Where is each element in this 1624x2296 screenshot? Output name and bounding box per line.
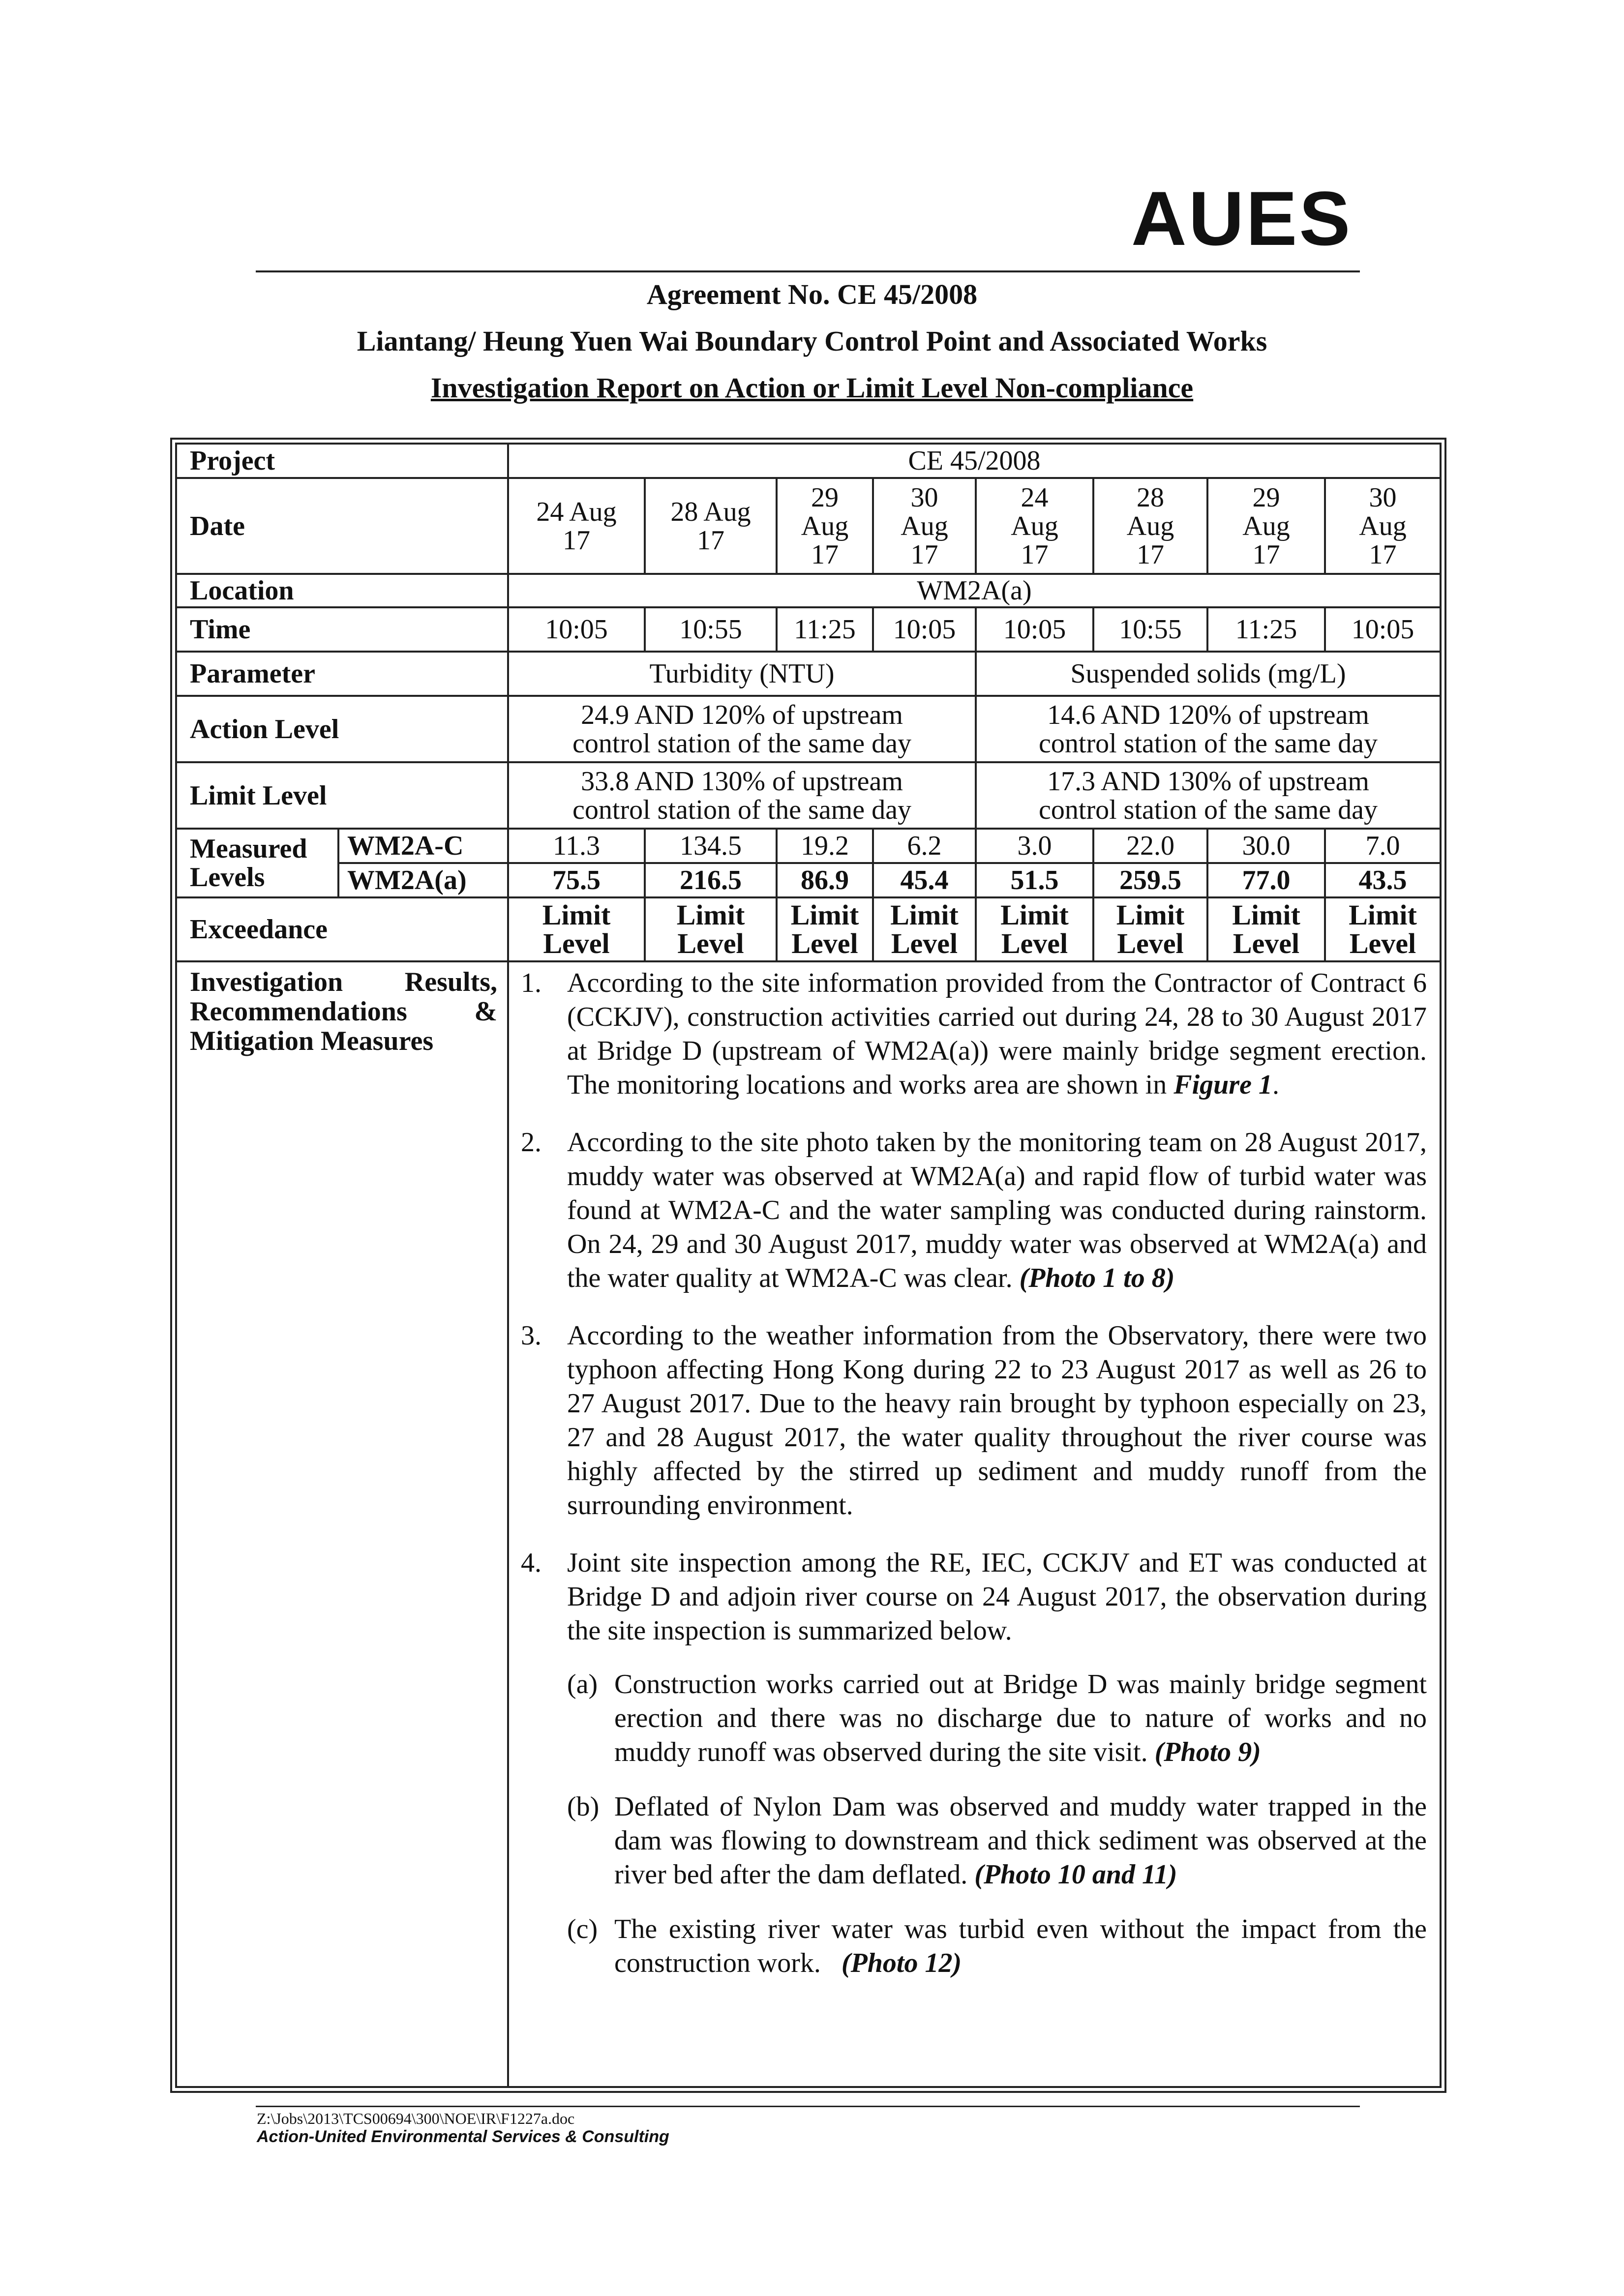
measured-value: 30.0 (1207, 829, 1325, 863)
finding-text: According to the site photo taken by the monitoring team on 28 August 2017, muddy water was observed at WM2A(a) and rapid flow of turbid water was found at WM2A-C and the water sampling was conducted during rainstorm. On 24, 29 and 30 August 2017, muddy water was observed at WM2A(a) and the water quality at WM2A-C was clear. (Photo 1 to 8) (567, 1127, 1427, 1293)
measured-value: 75.5 (508, 863, 645, 897)
date-cell: 30 Aug 17 (873, 478, 976, 574)
measured-value: 19.2 (777, 829, 873, 863)
footer-company-name: Action-United Environmental Services & Consulting (257, 2127, 669, 2146)
subitem-text: Construction works carried out at Bridge D was mainly bridge segment erection and there was no discharge due to nature of works and no muddy runoff was observed during the site visit. (Photo 9) (614, 1669, 1427, 1767)
investigation-label-line: & (474, 996, 497, 1027)
measured-value: 86.9 (777, 863, 873, 897)
exceedance-row (176, 897, 1441, 961)
finding-number: 1. (521, 968, 541, 998)
date-cell: 28 Aug 17 (645, 478, 777, 574)
measured-value: 3.0 (976, 829, 1093, 863)
photo-reference: (Photo 10 and 11) (974, 1859, 1177, 1890)
exceedance-cell: Limit Level (1093, 897, 1207, 961)
date-cell: 29 Aug 17 (777, 478, 873, 574)
finding-subitem (567, 1790, 1427, 1892)
subitem-text: The existing river water was turbid even without the impact from the construction work. (Photo 12) (614, 1914, 1434, 1978)
footer-file-path: Z:\Jobs\2013\TCS00694\300\NOE\IR\F1227a.doc (257, 2110, 575, 2127)
investigation-label-line: Mitigation Measures (190, 1026, 434, 1056)
exceedance-cell: Limit Level (976, 897, 1093, 961)
finding-item (521, 1319, 1427, 1522)
finding-item (521, 1126, 1427, 1295)
measured-value: 51.5 (976, 863, 1093, 897)
exceedance-cell: Limit Level (777, 897, 873, 961)
date-cell: 24 Aug 17 (508, 478, 645, 574)
measured-row-impact (176, 863, 1441, 897)
investigation-table (175, 443, 1442, 2088)
parameter-turbidity: Turbidity (NTU) (508, 652, 976, 696)
exceedance-cell: Limit Level (508, 897, 645, 961)
measured-levels-label: Measured Levels (176, 829, 338, 897)
project-row (176, 444, 1441, 478)
finding-number: 2. (521, 1127, 541, 1158)
time-cell: 10:05 (873, 607, 976, 652)
finding-number: 4. (521, 1548, 541, 1578)
measured-value: 216.5 (645, 863, 777, 897)
limit-level-row (176, 762, 1441, 829)
measured-value: 77.0 (1207, 863, 1325, 897)
date-cell: 29 Aug 17 (1207, 478, 1325, 574)
action-level-row (176, 696, 1441, 762)
subitem-label: (a) (567, 1669, 598, 1700)
limit-level-label: Limit Level (176, 762, 508, 829)
finding-text: Joint site inspection among the RE, IEC, CCKJV and ET was conducted at Bridge D and adjoin river course on 24 August 2017, the observation during the site inspection is summarized below. (567, 1548, 1427, 1646)
date-cell: 28 Aug 17 (1093, 478, 1207, 574)
date-cell: 30 Aug 17 (1325, 478, 1441, 574)
time-cell: 11:25 (777, 607, 873, 652)
station-upstream: WM2A-C (338, 829, 508, 863)
investigation-label-line: Recommendations (190, 996, 407, 1027)
investigation-content (508, 961, 1441, 2087)
measured-value: 11.3 (508, 829, 645, 863)
finding-text: According to the weather information from the Observatory, there were two typhoon affecting Hong Kong during 22 to 23 August 2017 as well as 26 to 27 August 2017. Due to the heavy rain brought by typhoon especially on 23, 27 and 28 August 2017, the water quality throughout the river course was highly affected by the stirred up sediment and muddy runoff from the surrounding environment. (567, 1320, 1427, 1521)
project-value: CE 45/2008 (508, 444, 1441, 478)
time-cell: 10:05 (508, 607, 645, 652)
measured-value: 259.5 (1093, 863, 1207, 897)
measured-value: 6.2 (873, 829, 976, 863)
time-cell: 10:05 (1325, 607, 1441, 652)
finding-number: 3. (521, 1320, 541, 1351)
subitem-text: Deflated of Nylon Dam was observed and muddy water trapped in the dam was flowing to downstream and thick sediment was observed at the river bed after the dam deflated. (Photo 10 and 11) (614, 1791, 1427, 1890)
measured-value: 22.0 (1093, 829, 1207, 863)
date-row (176, 478, 1441, 574)
header-divider (256, 270, 1360, 272)
date-label: Date (176, 478, 508, 574)
finding-item (521, 966, 1427, 1102)
action-level-label: Action Level (176, 696, 508, 762)
action-level-turbidity: 24.9 AND 120% of upstream control station of the same day (508, 696, 976, 762)
investigation-label (176, 961, 508, 2087)
investigation-label-line: Investigation (190, 967, 343, 997)
project-title: Liantang/ Heung Yuen Wai Boundary Control Point and Associated Works (357, 325, 1267, 357)
agreement-number: Agreement No. CE 45/2008 (646, 278, 978, 310)
location-row (176, 574, 1441, 607)
time-cell: 10:55 (645, 607, 777, 652)
photo-reference: (Photo 1 to 8) (1019, 1263, 1175, 1293)
figure-reference: Figure 1 (1173, 1070, 1272, 1100)
date-cell: 24 Aug 17 (976, 478, 1093, 574)
parameter-label: Parameter (176, 652, 508, 696)
photo-reference: (Photo 9) (1154, 1737, 1261, 1767)
limit-level-turbidity: 33.8 AND 130% of upstream control station of the same day (508, 762, 976, 829)
time-row (176, 607, 1441, 652)
company-logo: AUES (1131, 176, 1353, 262)
finding-item (521, 1546, 1427, 1648)
project-label: Project (176, 444, 508, 478)
exceedance-cell: Limit Level (1207, 897, 1325, 961)
measured-value: 43.5 (1325, 863, 1441, 897)
measured-value: 45.4 (873, 863, 976, 897)
subitem-label: (b) (567, 1791, 600, 1822)
parameter-row (176, 652, 1441, 696)
exceedance-cell: Limit Level (1325, 897, 1441, 961)
finding-text: According to the site information provided from the Contractor of Contract 6 (CCKJV), construction activities carried out during 24, 28 to 30 August 2017 at Bridge D (upstream of WM2A(a)) were mainly bridge segment erection. The monitoring locations and works area are shown in Figure 1. (567, 968, 1427, 1100)
finding-subitem (567, 1912, 1434, 1980)
footer-divider (256, 2106, 1360, 2107)
action-level-suspended-solids: 14.6 AND 120% of upstream control station of the same day (976, 696, 1441, 762)
photo-reference: (Photo 12) (841, 1948, 962, 1978)
time-cell: 11:25 (1207, 607, 1325, 652)
subitem-label: (c) (567, 1914, 598, 1944)
exceedance-cell: Limit Level (873, 897, 976, 961)
time-label: Time (176, 607, 508, 652)
measured-value: 134.5 (645, 829, 777, 863)
exceedance-cell: Limit Level (645, 897, 777, 961)
exceedance-label: Exceedance (176, 897, 508, 961)
report-title: Investigation Report on Action or Limit Level Non-compliance (430, 372, 1194, 404)
limit-level-suspended-solids: 17.3 AND 130% of upstream control station of the same day (976, 762, 1441, 829)
station-impact: WM2A(a) (338, 863, 508, 897)
investigation-row (176, 961, 1441, 2087)
time-cell: 10:55 (1093, 607, 1207, 652)
investigation-label-line: Results, (404, 967, 497, 997)
measured-value: 7.0 (1325, 829, 1441, 863)
measured-row-upstream (176, 829, 1441, 863)
location-label: Location (176, 574, 508, 607)
finding-subitem (567, 1668, 1427, 1769)
parameter-suspended-solids: Suspended solids (mg/L) (976, 652, 1441, 696)
time-cell: 10:05 (976, 607, 1093, 652)
location-value: WM2A(a) (508, 574, 1441, 607)
